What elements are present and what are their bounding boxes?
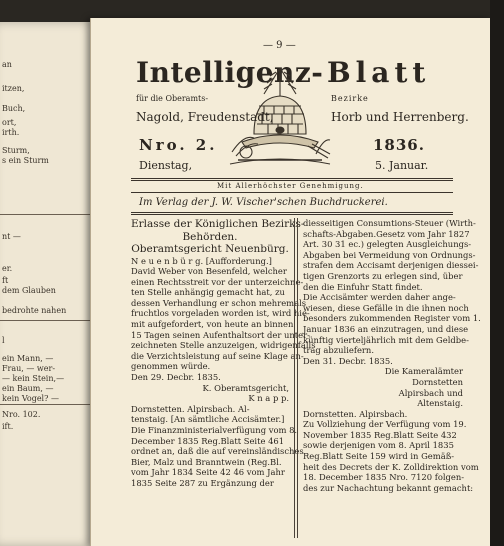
right-column-line: diesseitigen Consumtions-Steuer (Wirth- — [303, 218, 476, 228]
issue-number: Nro. 2. — [139, 136, 218, 154]
left-column-line: Oberamtsgericht Neuenbürg. — [131, 243, 289, 255]
left-column-line: Den 29. Decbr. 1835. — [131, 372, 221, 383]
prev-page-line: l — [2, 336, 5, 345]
previous-page-fragment — [0, 22, 96, 546]
header-rule-double — [131, 180, 453, 181]
right-column-line: den die Einfuhr Statt findet. — [303, 281, 423, 292]
left-column-line: December 1835 Reg.Blatt Seite 461 — [131, 435, 285, 446]
right-column-line: Art. 30 31 ec.) gelegten Ausgleichungs- — [303, 239, 472, 250]
left-column-line: 1835 Seite 287 zu Ergänzung der — [131, 477, 274, 488]
privilege-rule — [131, 192, 453, 193]
left-column-line: Bier, Malz und Branntwein (Reg.Bl. — [131, 456, 282, 467]
prev-page-line: — kein Stein,— — [2, 374, 65, 383]
left-column-line: tenstaig. [An sämtliche Accisämter.] — [131, 414, 285, 425]
privilege-notice: Mit Allerhöchster Genehmigung. — [217, 182, 364, 190]
prev-page-line: er. — [2, 264, 13, 273]
issue-year: 1836. — [373, 136, 425, 154]
right-column-line: Reg.Blatt Seite 159 wird in Gemäß- — [303, 451, 455, 462]
prev-page-line: ft — [2, 276, 9, 285]
publisher-rule — [131, 212, 453, 213]
right-column-line: Dornstetten — [412, 376, 463, 387]
prev-page-line: ift. — [2, 422, 14, 431]
right-column-line: November 1835 Reg.Blatt Seite 432 — [303, 429, 457, 440]
left-column-line: einen Rechtsstreit vor der unterzeichne- — [131, 276, 304, 287]
masthead-districts-left: Nagold, Freudenstadt, — [136, 110, 274, 124]
right-column-line: sowie derjenigen vom 8. April 1835 — [303, 440, 454, 451]
prev-page-line: bedrohte nahen — [2, 306, 67, 315]
right-column-line: Den 31. Decbr. 1835. — [303, 355, 393, 366]
left-column-line: David Weber von Besenfeld, welcher — [131, 266, 287, 277]
right-column-line: Alpirsbach und — [398, 387, 463, 398]
prev-page-rule — [0, 320, 92, 321]
left-column-line: vom Jahr 1834 Seite 42 46 vom Jahr — [131, 467, 285, 478]
header-rule — [131, 178, 453, 179]
prev-page-line: itzen, — [2, 84, 25, 93]
prev-page-line: Frau, — wer- — [2, 364, 56, 373]
right-column-line: Die Kameralämter — [384, 366, 463, 377]
left-column-line: N e u e n b ü r g. [Aufforderung.] — [131, 255, 272, 266]
right-column-line: heit des Decrets der K. Zolldirektion vom — [303, 461, 479, 472]
prev-page-line: nt — — [2, 232, 21, 241]
left-column-line: K n a p p. — [248, 393, 289, 404]
left-column-line: Die Finanzministerialverfügung vom 8. — [131, 425, 298, 435]
masthead-subtitle-left: für die Oberamts- — [136, 94, 209, 103]
prev-page-rule — [0, 404, 92, 405]
prev-page-line: kein Vogel? — — [2, 394, 59, 403]
right-column-line: strafen dem Accisamt derjenigen diessei- — [303, 260, 479, 271]
left-column-line: mit aufgefordert, von heute an binnen — [131, 319, 294, 330]
right-column-line: des zur Nachachtung bekannt gemacht: — [303, 482, 474, 493]
left-column-line: Dornstetten. Alpirsbach. Al- — [131, 403, 250, 414]
prev-page-line: Sturm, — [2, 146, 30, 155]
left-column-line: ordnet an, daß die auf vereinsländisches — [131, 446, 304, 457]
right-column-line: tigen Grenzorts zu erlegen sind, über — [303, 270, 463, 281]
prev-page-line: dem Glauben — [2, 286, 56, 295]
page-number: — 9 — — [263, 40, 296, 51]
right-column-line: Die Accisämter werden daher ange- — [303, 292, 456, 303]
prev-page-line: an — [2, 60, 12, 69]
right-column-line: Zu Vollziehung der Verfügung vom 19. — [303, 419, 467, 430]
column-divider-double — [297, 218, 298, 538]
prev-page-line: Buch, — [2, 104, 26, 113]
column-divider — [294, 218, 295, 538]
left-column-line: Erlasse der Königlichen Bezirks- — [131, 218, 305, 230]
masthead-subtitle-right: Bezirke — [331, 94, 369, 103]
prev-page-line: Nro. 102. — [2, 410, 41, 419]
right-column — [303, 218, 481, 493]
left-column-line: K. Oberamtsgericht, — [202, 382, 289, 393]
right-column-line: wiesen, diese Gefälle in die ihnen noch — [303, 302, 469, 313]
masthead-title-left: Intelligenz- — [136, 56, 324, 89]
left-column-line: zeichneten Stelle anzuzeigen, widrigenfalls — [131, 340, 316, 351]
publisher-line: Im Verlag der J. W. Vischer'schen Buchdruckerei. — [139, 197, 388, 208]
right-column-line: Januar 1836 an einzutragen, und diese — [303, 323, 469, 334]
right-column-line: Altenstaig. — [417, 398, 463, 409]
issue-weekday: Dienstag, — [139, 159, 193, 172]
newspaper-page — [90, 18, 491, 546]
prev-page-line: ort, — [2, 118, 17, 127]
left-column-line: fruchtlos vorgeladen worden ist, wird hie- — [131, 308, 310, 319]
masthead-districts-right: Horb und Herrenberg. — [331, 110, 469, 124]
left-column — [131, 218, 316, 489]
prev-page-line: ein Baum, — — [2, 384, 54, 393]
prev-page-rule — [0, 214, 92, 215]
right-column-line: 18. December 1835 Nro. 7120 folgen- — [303, 472, 465, 483]
left-column-line: genommen würde. — [131, 361, 211, 372]
prev-page-line: ein Mann, — — [2, 354, 54, 363]
right-column-line: Abgaben bei Vermeidung von Ordnungs- — [303, 249, 476, 260]
publisher-rule-double — [131, 214, 453, 215]
right-column-line: künftig vierteljährlich mit dem Geldbe- — [303, 334, 469, 345]
scan-edge — [490, 0, 504, 546]
left-column-line: die Verzichtsleistung auf seine Klage an- — [131, 350, 304, 361]
right-column-line: schafts-Abgaben.Gesetz vom Jahr 1827 — [303, 228, 470, 239]
left-column-line: 15 Tagen seinen Aufenthaltsort der unter- — [131, 329, 310, 340]
left-column-line: ten Stelle anhängig gemacht hat, zu — [131, 287, 285, 298]
left-column-line: dessen Verhandlung er schon mehremals — [131, 297, 307, 308]
issue-date: 5. Januar. — [375, 159, 429, 172]
masthead-title-right: Blatt — [327, 56, 431, 89]
right-column-line: Dornstetten. Alpirsbach. — [303, 408, 408, 419]
right-column-line: trag abzuliefern. — [303, 345, 374, 356]
right-column-line: besonders zukommenden Register vom 1. — [303, 313, 481, 324]
left-column-line: Behörden. — [182, 230, 238, 243]
prev-page-line: irth. — [2, 128, 20, 137]
prev-page-line: s ein Sturm — [2, 156, 49, 165]
